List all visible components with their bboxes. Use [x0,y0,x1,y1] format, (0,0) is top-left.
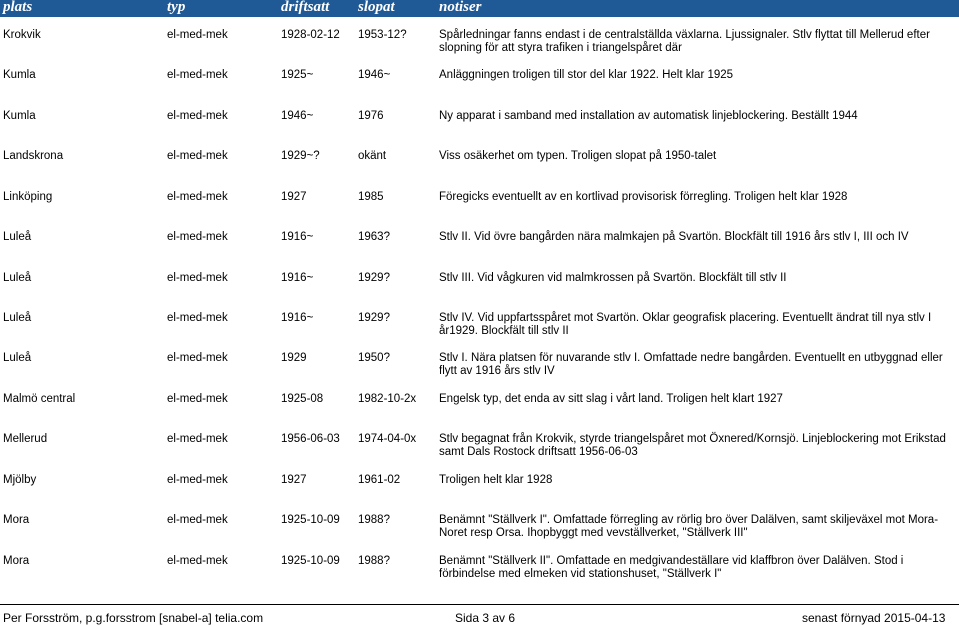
table-row [0,179,959,219]
cell-typ: el-med-mek [167,433,228,445]
table-row [0,421,959,461]
cell-notiser: Engelsk typ, det enda av sitt slag i vårt land. Troligen helt klart 1927 [439,393,783,405]
cell-plats: Luleå [3,231,32,243]
cell-notiser: Troligen helt klar 1928 [439,474,553,486]
cell-driftsatt: 1916~ [281,312,314,324]
cell-slopat: 1974-04-0x [358,433,417,445]
cell-driftsatt: 1927 [281,191,307,203]
cell-plats: Malmö central [3,393,76,405]
cell-typ: el-med-mek [167,29,228,41]
cell-notiser: Stlv III. Vid vågkuren vid malmkrossen på Svartön. Blockfält till stlv II [439,272,787,284]
cell-plats: Luleå [3,272,32,284]
header-driftsatt: driftsatt [281,0,330,15]
cell-typ: el-med-mek [167,555,228,567]
cell-driftsatt: 1925-08 [281,393,324,405]
header-notiser: notiser [439,0,482,15]
table-row [0,462,959,502]
cell-slopat: 1985 [358,191,384,203]
cell-driftsatt: 1916~ [281,231,314,243]
cell-slopat: 1961-02 [358,474,401,486]
cell-typ: el-med-mek [167,393,228,405]
cell-slopat: 1953-12? [358,29,407,41]
cell-driftsatt: 1929 [281,352,307,364]
cell-plats: Mellerud [3,433,48,445]
cell-notiser: Viss osäkerhet om typen. Troligen slopat på 1950-talet [439,150,717,162]
cell-typ: el-med-mek [167,69,228,81]
cell-notiser: Stlv begagnat från Krokvik, styrde triangelspåret mot Öxnered/Kornsjö. Linjeblockering mot Erikstad samt Dals Rostock driftsatt 1956-06-03 [439,433,946,458]
cell-notiser: Stlv I. Nära platsen för nuvarande stlv I. Omfattade nedre bangården. Eventuellt en utbyggnad eller flytt av 1916 års stlv IV [439,352,943,377]
cell-plats: Mjölby [3,474,37,486]
cell-plats: Krokvik [3,29,41,41]
cell-typ: el-med-mek [167,191,228,203]
cell-typ: el-med-mek [167,312,228,324]
cell-plats: Luleå [3,352,32,364]
footer-updated: senast förnyad 2015-04-13 [802,611,946,625]
cell-notiser: Stlv II. Vid övre bangården nära malmkajen på Svartön. Blockfält till 1916 års stlv I, III och IV [439,231,909,243]
cell-driftsatt: 1929~? [281,150,320,162]
cell-plats: Mora [3,514,30,526]
cell-slopat: 1929? [358,272,390,284]
cell-notiser: Stlv IV. Vid uppfartsspåret mot Svartön. Oklar geografisk placering. Eventuellt ändrat till nya stlv I år1929. Blockfält till stlv II [439,312,932,337]
cell-typ: el-med-mek [167,352,228,364]
table-row [0,57,959,97]
cell-slopat: 1950? [358,352,390,364]
cell-notiser: Spårledningar fanns endast i de centralställda växlarna. Ljussignaler. Stlv flyttat till Mellerud efter slopning för att styra trafiken i triangelspåret där [439,29,930,54]
table-row [0,17,959,57]
table-row [0,219,959,259]
cell-notiser: Anläggningen troligen till stor del klar 1922. Helt klar 1925 [439,69,734,81]
footer-divider [0,604,959,605]
cell-slopat: 1946~ [358,69,391,81]
cell-driftsatt: 1925-10-09 [281,514,340,526]
cell-typ: el-med-mek [167,474,228,486]
table-row [0,300,959,340]
cell-slopat: 1982-10-2x [358,393,417,405]
footer-author: Per Forsström, p.g.forsstrom [snabel-a] telia.com [3,611,264,625]
cell-slopat: 1988? [358,514,390,526]
table-header [0,0,959,17]
cell-typ: el-med-mek [167,272,228,284]
cell-driftsatt: 1927 [281,474,307,486]
cell-driftsatt: 1928-02-12 [281,29,340,41]
cell-typ: el-med-mek [167,514,228,526]
cell-driftsatt: 1925-10-09 [281,555,340,567]
header-slopat: slopat [358,0,395,15]
table-row [0,543,959,583]
cell-slopat: okänt [358,150,387,162]
table-row [0,340,959,380]
cell-plats: Mora [3,555,30,567]
cell-notiser: Benämnt "Ställverk II". Omfattade en medgivandeställare vid klaffbron över Dalälven. Stod i förbindelse med elmeken vid stationshuset, "Ställverk I" [439,555,904,580]
table-row [0,98,959,138]
table-row [0,260,959,300]
cell-notiser: Ny apparat i samband med installation av automatisk linjeblockering. Beställt 1944 [439,110,858,122]
cell-slopat: 1976 [358,110,384,122]
table-row [0,502,959,542]
cell-notiser: Benämnt "Ställverk I". Omfattade förregling av rörlig bro över Dalälven, samt skiljeväxel mot Mora-Noret resp Orsa. Ihopbyggt med vevställverket, "Ställverk III" [439,514,939,539]
cell-plats: Kumla [3,110,36,122]
cell-slopat: 1963? [358,231,390,243]
cell-driftsatt: 1916~ [281,272,314,284]
cell-driftsatt: 1946~ [281,110,314,122]
cell-driftsatt: 1956-06-03 [281,433,340,445]
cell-typ: el-med-mek [167,110,228,122]
header-typ: typ [167,0,186,15]
cell-typ: el-med-mek [167,231,228,243]
footer-page-number: Sida 3 av 6 [455,611,516,625]
cell-slopat: 1929? [358,312,390,324]
cell-plats: Landskrona [3,150,64,162]
header-plats: plats [3,0,33,15]
cell-plats: Kumla [3,69,36,81]
cell-notiser: Föregicks eventuellt av en kortlivad provisorisk förregling. Troligen helt klar 1928 [439,191,848,203]
cell-driftsatt: 1925~ [281,69,314,81]
cell-plats: Luleå [3,312,32,324]
cell-typ: el-med-mek [167,150,228,162]
cell-slopat: 1988? [358,555,390,567]
cell-plats: Linköping [3,191,53,203]
table-row [0,381,959,421]
table-row [0,138,959,178]
